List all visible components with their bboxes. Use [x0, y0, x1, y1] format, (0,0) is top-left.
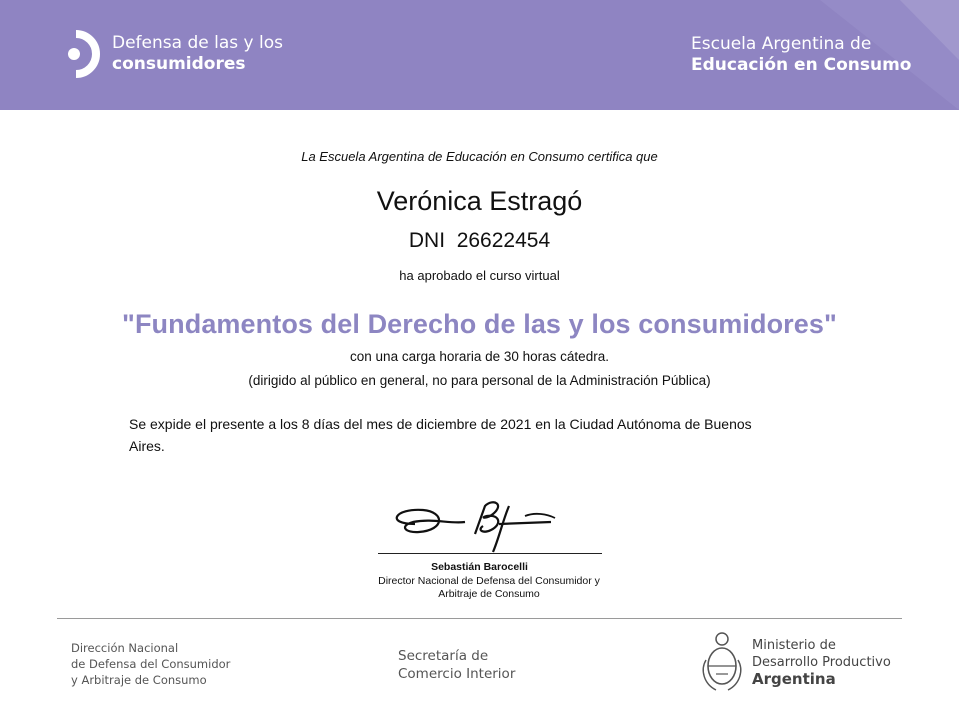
left-brand-line1: Defensa de las y los	[112, 33, 283, 53]
secretaria-line1: Secretaría de	[398, 648, 489, 664]
recipient-name: Verónica Estragó	[376, 186, 583, 216]
direccion-line1: Dirección Nacional	[71, 641, 179, 655]
left-brand-line2: consumidores	[112, 54, 246, 74]
header-banner	[0, 0, 959, 110]
ministerio-line2: Desarrollo Productivo	[752, 654, 891, 670]
right-brand-line2: Educación en Consumo	[691, 55, 912, 75]
secretaria-line2: Comercio Interior	[398, 666, 516, 682]
signature-line	[378, 553, 602, 554]
defensa-consumidores-brand	[62, 26, 283, 82]
escuela-brand	[691, 34, 911, 76]
footer-divider	[57, 618, 902, 619]
footer-direccion-nacional	[71, 640, 230, 688]
recipient-dni	[0, 229, 959, 253]
direccion-line2: de Defensa del Consumidor	[71, 657, 231, 671]
approved-text: ha aprobado el curso virtual	[399, 268, 560, 283]
course-hours: con una carga horaria de 30 horas cátedra.	[350, 349, 609, 364]
footer-ministerio	[700, 630, 891, 694]
dni-number: 26622454	[456, 229, 551, 252]
footer-secretaria	[398, 647, 515, 683]
ministerio-line3: Argentina	[752, 669, 836, 688]
course-audience: (dirigido al público en general, no para personal de la Administración Pública)	[248, 373, 711, 388]
dni-label: DNI	[408, 229, 446, 252]
defensa-consumidores-logo-icon	[62, 26, 102, 82]
issued-statement: Se expide el presente a los 8 días del mes de diciembre de 2021 en la Ciudad Autónoma de Buenos Aires.	[129, 416, 752, 454]
signer-title: Director Nacional de Defensa del Consumidor y Arbitraje de Consumo	[378, 575, 600, 600]
handwritten-signature	[375, 494, 605, 554]
argentina-coat-of-arms-icon	[700, 630, 744, 694]
right-brand-line1: Escuela Argentina de	[691, 34, 872, 54]
direccion-line3: y Arbitraje de Consumo	[71, 673, 207, 687]
signer-name: Sebastián Barocelli	[431, 561, 528, 573]
certificate-intro: La Escuela Argentina de Educación en Consumo certifica que	[301, 149, 658, 164]
ministerio-line1: Ministerio de	[752, 637, 836, 653]
course-title: "Fundamentos del Derecho de las y los consumidores"	[122, 309, 837, 339]
